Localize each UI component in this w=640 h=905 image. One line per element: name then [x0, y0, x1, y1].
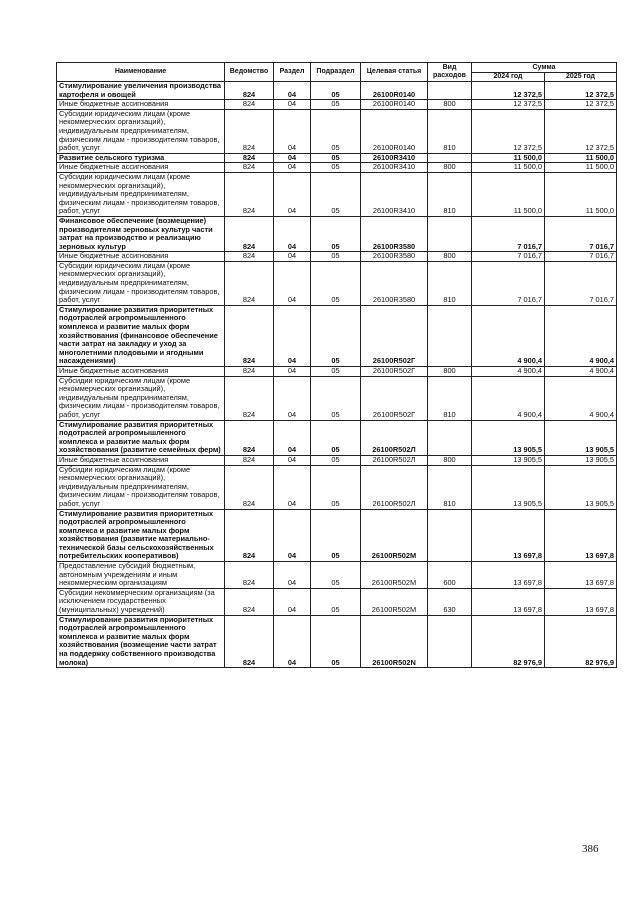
row-sum-2024: 12 372,5 — [472, 82, 545, 100]
row-section: 04 — [274, 100, 311, 110]
row-section: 04 — [274, 420, 311, 455]
row-department: 824 — [225, 465, 274, 509]
row-subsection: 05 — [311, 82, 361, 100]
row-name: Субсидии юридическим лицам (кроме некоммерческих организаций), индивидуальным предпринимателям, физическим лицам - производителям товаров, работ, услуг — [57, 465, 225, 509]
row-sum-2025: 7 016,7 — [545, 261, 617, 305]
row-name: Стимулирование развития приоритетных подотраслей агропромышленного комплекса и развитие малых форм хозяйствования (финансовое обеспечение части затрат на закладку и уход за многолетними плодовыми и ягодными насаждениями) — [57, 305, 225, 366]
header-year-2024: 2024 год — [472, 73, 545, 82]
row-section: 04 — [274, 509, 311, 562]
row-target-item: 26100R3410 — [361, 172, 428, 216]
row-expense-type — [428, 420, 472, 455]
row-sum-2024: 82 976,9 — [472, 615, 545, 668]
row-department: 824 — [225, 420, 274, 455]
row-target-item: 26100R0140 — [361, 100, 428, 110]
row-subsection: 05 — [311, 615, 361, 668]
table-row — [57, 376, 617, 420]
row-name: Стимулирование развития приоритетных подотраслей агропромышленного комплекса и развитие малых форм хозяйствования (развитие материально-технической базы сельскохозяйственных потребительских кооперативов) — [57, 509, 225, 562]
header-subsection: Подраздел — [311, 63, 361, 82]
row-name: Субсидии некоммерческим организациям (за исключением государственных (муниципальных) учреждений) — [57, 588, 225, 615]
row-expense-type: 810 — [428, 172, 472, 216]
row-section: 04 — [274, 465, 311, 509]
header-sum: Сумма — [472, 63, 617, 73]
row-subsection: 05 — [311, 376, 361, 420]
row-department: 824 — [225, 615, 274, 668]
row-section: 04 — [274, 562, 311, 589]
row-expense-type: 800 — [428, 252, 472, 262]
row-expense-type — [428, 509, 472, 562]
table-row — [57, 367, 617, 377]
row-department: 824 — [225, 172, 274, 216]
row-sum-2025: 7 016,7 — [545, 252, 617, 262]
row-subsection: 05 — [311, 153, 361, 163]
header-year-2025: 2025 год — [545, 73, 617, 82]
row-expense-type: 810 — [428, 465, 472, 509]
row-subsection: 05 — [311, 163, 361, 173]
row-subsection: 05 — [311, 588, 361, 615]
budget-page — [56, 62, 616, 668]
table-row — [57, 252, 617, 262]
row-subsection: 05 — [311, 109, 361, 153]
row-sum-2024: 13 697,8 — [472, 588, 545, 615]
row-sum-2024: 4 900,4 — [472, 305, 545, 366]
row-target-item: 26100R502N — [361, 615, 428, 668]
table-row — [57, 153, 617, 163]
header-section: Раздел — [274, 63, 311, 82]
row-target-item: 26100R0140 — [361, 109, 428, 153]
row-sum-2024: 7 016,7 — [472, 216, 545, 251]
row-target-item: 26100R0140 — [361, 82, 428, 100]
table-row — [57, 562, 617, 589]
row-department: 824 — [225, 163, 274, 173]
row-name: Иные бюджетные ассигнования — [57, 252, 225, 262]
row-section: 04 — [274, 82, 311, 100]
row-expense-type — [428, 305, 472, 366]
row-department: 824 — [225, 109, 274, 153]
row-expense-type: 600 — [428, 562, 472, 589]
row-subsection: 05 — [311, 252, 361, 262]
row-name: Развитие сельского туризма — [57, 153, 225, 163]
row-target-item: 26100R502Л — [361, 420, 428, 455]
row-department: 824 — [225, 376, 274, 420]
row-department: 824 — [225, 153, 274, 163]
row-target-item: 26100R3580 — [361, 252, 428, 262]
row-sum-2025: 11 500,0 — [545, 172, 617, 216]
row-subsection: 05 — [311, 465, 361, 509]
row-subsection: 05 — [311, 420, 361, 455]
row-subsection: 05 — [311, 172, 361, 216]
table-row — [57, 615, 617, 668]
row-department: 824 — [225, 261, 274, 305]
row-sum-2024: 7 016,7 — [472, 261, 545, 305]
row-sum-2025: 13 905,5 — [545, 465, 617, 509]
row-section: 04 — [274, 367, 311, 377]
row-sum-2025: 4 900,4 — [545, 305, 617, 366]
row-sum-2024: 11 500,0 — [472, 163, 545, 173]
row-expense-type — [428, 153, 472, 163]
header-expense-type: Вид расходов — [428, 63, 472, 82]
table-row — [57, 455, 617, 465]
row-section: 04 — [274, 172, 311, 216]
header-target-item: Целевая статья — [361, 63, 428, 82]
row-sum-2025: 13 697,8 — [545, 509, 617, 562]
row-sum-2024: 4 900,4 — [472, 376, 545, 420]
row-sum-2025: 4 900,4 — [545, 367, 617, 377]
row-subsection: 05 — [311, 509, 361, 562]
row-subsection: 05 — [311, 562, 361, 589]
row-sum-2025: 12 372,5 — [545, 82, 617, 100]
row-sum-2025: 13 905,5 — [545, 420, 617, 455]
row-name: Финансовое обеспечение (возмещение) производителям зерновых культур части затрат на производство и реализацию зерновых культур — [57, 216, 225, 251]
row-section: 04 — [274, 615, 311, 668]
row-subsection: 05 — [311, 305, 361, 366]
header-department: Ведомство — [225, 63, 274, 82]
table-row — [57, 261, 617, 305]
table-row — [57, 109, 617, 153]
row-name: Субсидии юридическим лицам (кроме некоммерческих организаций), индивидуальным предпринимателям, физическим лицам - производителям товаров, работ, услуг — [57, 172, 225, 216]
row-sum-2025: 13 697,8 — [545, 588, 617, 615]
row-expense-type: 800 — [428, 367, 472, 377]
row-sum-2024: 12 372,5 — [472, 109, 545, 153]
row-sum-2024: 11 500,0 — [472, 153, 545, 163]
row-section: 04 — [274, 153, 311, 163]
row-department: 824 — [225, 562, 274, 589]
row-subsection: 05 — [311, 261, 361, 305]
row-section: 04 — [274, 455, 311, 465]
row-name: Субсидии юридическим лицам (кроме некоммерческих организаций), индивидуальным предпринимателям, физическим лицам - производителям товаров, работ, услуг — [57, 109, 225, 153]
row-sum-2024: 12 372,5 — [472, 100, 545, 110]
row-subsection: 05 — [311, 367, 361, 377]
row-sum-2025: 11 500,0 — [545, 163, 617, 173]
table-row — [57, 100, 617, 110]
row-department: 824 — [225, 305, 274, 366]
table-body — [57, 82, 617, 668]
row-expense-type: 800 — [428, 163, 472, 173]
row-section: 04 — [274, 109, 311, 153]
table-row — [57, 172, 617, 216]
table-row — [57, 216, 617, 251]
row-target-item: 26100R502Г — [361, 376, 428, 420]
row-name: Иные бюджетные ассигнования — [57, 163, 225, 173]
row-target-item: 26100R502M — [361, 562, 428, 589]
row-sum-2025: 11 500,0 — [545, 153, 617, 163]
row-sum-2024: 13 905,5 — [472, 465, 545, 509]
row-name: Иные бюджетные ассигнования — [57, 455, 225, 465]
row-sum-2025: 7 016,7 — [545, 216, 617, 251]
row-target-item: 26100R502M — [361, 588, 428, 615]
row-department: 824 — [225, 216, 274, 251]
row-target-item: 26100R3580 — [361, 261, 428, 305]
table-row — [57, 82, 617, 100]
row-sum-2024: 13 697,8 — [472, 509, 545, 562]
row-name: Стимулирование развития приоритетных подотраслей агропромышленного комплекса и развитие малых форм хозяйствования (развитие семейных ферм) — [57, 420, 225, 455]
row-sum-2024: 7 016,7 — [472, 252, 545, 262]
row-sum-2025: 4 900,4 — [545, 376, 617, 420]
row-target-item: 26100R502Л — [361, 455, 428, 465]
row-expense-type: 810 — [428, 376, 472, 420]
row-expense-type: 800 — [428, 100, 472, 110]
row-section: 04 — [274, 252, 311, 262]
row-sum-2024: 4 900,4 — [472, 367, 545, 377]
row-target-item: 26100R502Г — [361, 367, 428, 377]
budget-table — [56, 62, 617, 668]
row-name: Субсидии юридическим лицам (кроме некоммерческих организаций), индивидуальным предпринимателям, физическим лицам - производителям товаров, работ, услуг — [57, 376, 225, 420]
row-sum-2024: 13 905,5 — [472, 455, 545, 465]
row-target-item: 26100R502Г — [361, 305, 428, 366]
row-expense-type — [428, 82, 472, 100]
table-row — [57, 509, 617, 562]
table-row — [57, 163, 617, 173]
row-target-item: 26100R3410 — [361, 163, 428, 173]
row-sum-2024: 13 905,5 — [472, 420, 545, 455]
table-row — [57, 465, 617, 509]
table-row — [57, 420, 617, 455]
row-department: 824 — [225, 588, 274, 615]
page-number: 386 — [582, 843, 599, 855]
row-subsection: 05 — [311, 216, 361, 251]
row-name: Стимулирование развития приоритетных подотраслей агропромышленного комплекса и развитие малых форм хозяйствования (возмещение части затрат на поддержку собственного производства молока) — [57, 615, 225, 668]
row-subsection: 05 — [311, 100, 361, 110]
table-row — [57, 305, 617, 366]
row-department: 824 — [225, 82, 274, 100]
row-section: 04 — [274, 163, 311, 173]
row-section: 04 — [274, 305, 311, 366]
row-department: 824 — [225, 100, 274, 110]
table-row — [57, 588, 617, 615]
row-sum-2025: 82 976,9 — [545, 615, 617, 668]
row-name: Стимулирование увеличения производства картофеля и овощей — [57, 82, 225, 100]
row-expense-type — [428, 615, 472, 668]
row-section: 04 — [274, 588, 311, 615]
row-sum-2025: 13 697,8 — [545, 562, 617, 589]
row-department: 824 — [225, 252, 274, 262]
row-target-item: 26100R502M — [361, 509, 428, 562]
row-sum-2024: 13 697,8 — [472, 562, 545, 589]
row-name: Иные бюджетные ассигнования — [57, 367, 225, 377]
row-target-item: 26100R502Л — [361, 465, 428, 509]
row-name: Предоставление субсидий бюджетным, автономным учреждениям и иным некоммерческим организациям — [57, 562, 225, 589]
row-name: Субсидии юридическим лицам (кроме некоммерческих организаций), индивидуальным предпринимателям, физическим лицам - производителям товаров, работ, услуг — [57, 261, 225, 305]
row-sum-2025: 12 372,5 — [545, 100, 617, 110]
row-expense-type: 630 — [428, 588, 472, 615]
row-target-item: 26100R3580 — [361, 216, 428, 251]
row-expense-type — [428, 216, 472, 251]
row-sum-2024: 11 500,0 — [472, 172, 545, 216]
row-name: Иные бюджетные ассигнования — [57, 100, 225, 110]
row-department: 824 — [225, 509, 274, 562]
row-section: 04 — [274, 261, 311, 305]
row-sum-2025: 12 372,5 — [545, 109, 617, 153]
row-subsection: 05 — [311, 455, 361, 465]
row-target-item: 26100R3410 — [361, 153, 428, 163]
row-section: 04 — [274, 216, 311, 251]
row-expense-type: 810 — [428, 109, 472, 153]
row-department: 824 — [225, 367, 274, 377]
row-sum-2025: 13 905,5 — [545, 455, 617, 465]
row-section: 04 — [274, 376, 311, 420]
row-expense-type: 800 — [428, 455, 472, 465]
row-department: 824 — [225, 455, 274, 465]
row-expense-type: 810 — [428, 261, 472, 305]
header-name: Наименование — [57, 63, 225, 82]
